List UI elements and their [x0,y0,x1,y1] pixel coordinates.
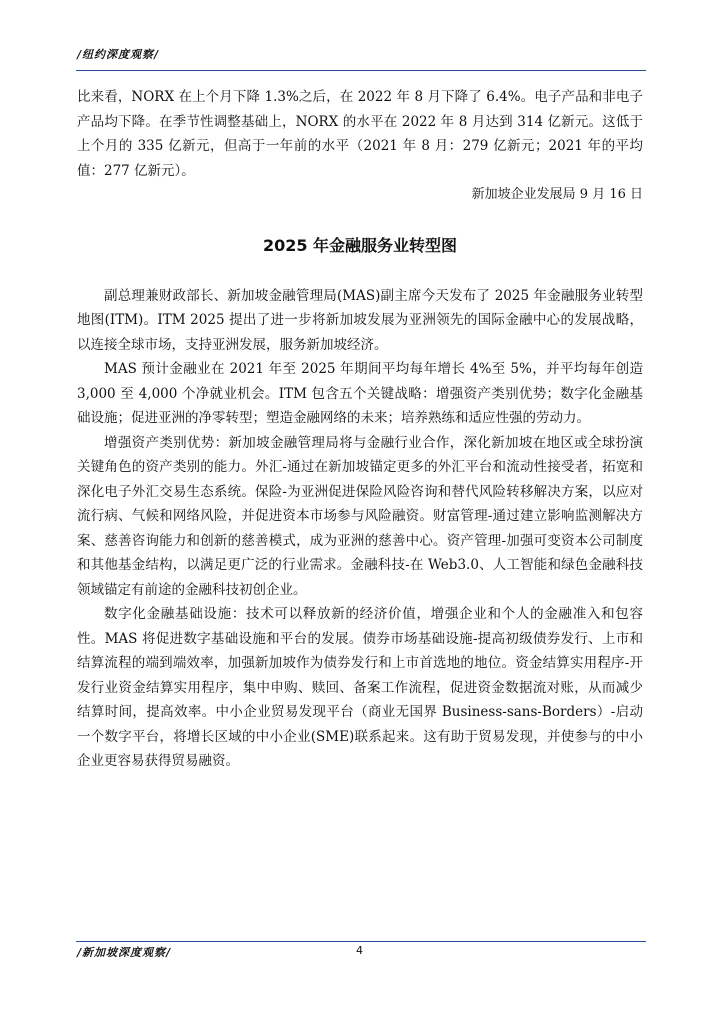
section-paragraph-3: 增强资产类别优势：新加坡金融管理局将与金融行业合作，深化新加坡在地区或全球扮演关键角色的资产类别的能力。外汇-通过在新加坡锚定更多的外汇平台和流动性接受者，拓宽和深化电子外汇交易生态系统。保险-为亚洲促进保险风险咨询和替代风险转移解决方案，以应对流行病、气候和网络风险，并促进资本市场参与风险融资。财富管理-通过建立影响监测解决方案、慈善咨询能力和创新的慈善模式，成为亚洲的慈善中心。资产管理-加强可变资本公司制度和其他基金结构，以满足更广泛的行业需求。金融科技-在 Web3.0、人工智能和绿色金融科技领域锚定有前途的金融科技初创企业。 [77,434,643,598]
section-title: 2025 年金融服务业转型图 [262,235,458,255]
document-body [77,85,643,774]
section-paragraph-4: 数字化金融基础设施：技术可以释放新的经济价值，增强企业和个人的金融准入和包容性。MAS 将促进数字基础设施和平台的发展。债券市场基础设施-提高初级债券发行、上市和结算流程的端到端效率，加强新加坡作为债券发行和上市首选地的地位。资金结算实用程序-开发行业资金结算实用程序，集中申购、赎回、备案工作流程，促进资金数据流对账，从而减少结算时间，提高效率。中小企业贸易发现平台（商业无国界 Business-sans-Borders）-启动一个数字平台，将增长区域的中小企业(SME)联系起来。这有助于贸易发现，并使参与的中小企业更容易获得贸易融资。 [77,606,643,769]
footer-divider [76,941,646,942]
section-paragraph-2: MAS 预计金融业在 2021 年至 2025 年期间平均每年增长 4%至 5%，并平均每年创造 3,000 至 4,000 个净就业机会。ITM 包含五个关键战略：增强资产类别优势；数字化金融基础设施；促进亚洲的净零转型；塑造金融网络的未来；培养熟练和适应性强的劳动力。 [77,361,643,426]
source-line: 新加坡企业发展局 9 月 16 日 [471,187,643,202]
footer-label: /新加坡深度观察/ [77,946,172,959]
section-paragraph-1: 副总理兼财政部长、新加坡金融管理局(MAS)副主席今天发布了 2025 年金融服务业转型地图(ITM)。ITM 2025 提出了进一步将新加坡发展为亚洲领先的国际金融中心的发展战略，以连接全球市场，支持亚洲发展，服务新加坡经济。 [77,287,643,353]
page-number: 4 [356,944,363,957]
header-label: /纽约深度观察/ [77,48,160,61]
header-divider [76,70,646,71]
intro-paragraph: 比来看，NORX 在上个月下降 1.3%之后，在 2022 年 8 月下降了 6.4%。电子产品和非电子产品均下降。在季节性调整基础上，NORX 的水平在 2022 年 8 月达到 314 亿新元。这低于上个月的 335 亿新元，但高于一年前的水平（2021 年 8 月：279 亿新元；2021 年的平均值：277 亿新元）。 [77,89,643,179]
